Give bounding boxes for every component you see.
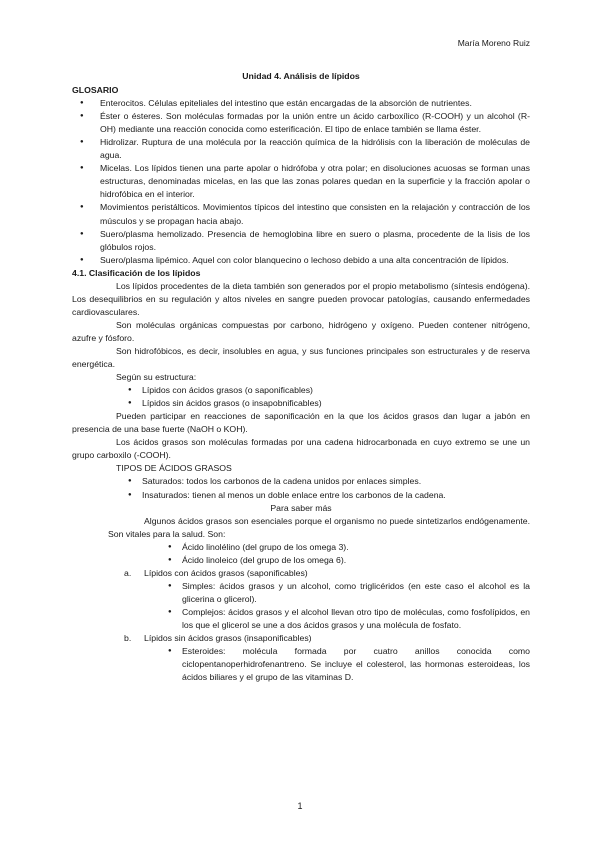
paragraph: Son hidrofóbicos, es decir, insolubles en agua, y sus funciones principales son estructurales y de reserva energética. <box>72 345 530 370</box>
list-item-a <box>72 567 530 580</box>
esenciales-list <box>72 541 530 567</box>
list-item: ● Ácido linoleico (del grupo de los omega 6). <box>72 554 530 567</box>
list-item-title: Lípidos sin ácidos grasos (insaponificables) <box>144 633 312 644</box>
paragraph: Algunos ácidos grasos son esenciales porque el organismo no puede sintetizarlos endógenamente. Son vitales para la salud. Son: <box>108 515 530 539</box>
glosario-item: ● Éster o ésteres. Son moléculas formadas por la unión entre un ácido carboxílico (R-COOH) y un alcohol (R-OH) mediante una reacción conocida como esterificación. El tipo de enlace también se llama éster. <box>72 110 530 136</box>
list-item: ● Ácido linolélino (del grupo de los omega 3). <box>72 541 530 554</box>
glosario-item: ● Suero/plasma lipémico. Aquel con color blanquecino o lechoso debido a una alta concentración de lípidos. <box>72 254 530 267</box>
list-item: ● Insaturados: tienen al menos un doble enlace entre los carbonos de la cadena. <box>72 489 530 502</box>
glosario-item: ● Enterocitos. Células epiteliales del intestino que están encargadas de la absorción de nutrientes. <box>72 97 530 110</box>
insaponificables-list <box>72 645 530 684</box>
ordered-list <box>72 632 530 645</box>
glosario-item: ● Hidrolizar. Ruptura de una molécula por la reacción química de la hidrólisis con la liberación de moléculas de agua. <box>72 136 530 162</box>
document-title: Unidad 4. Análisis de lípidos <box>242 71 360 81</box>
ordered-list <box>72 567 530 580</box>
estructura-list <box>72 384 530 410</box>
paragraph: Pueden participar en reacciones de saponificación en la que los ácidos grasos dan lugar a jabón en presencia de una base fuerte (NaOH o KOH). <box>72 411 530 435</box>
paragraph: Los ácidos grasos son moléculas formadas por una cadena hidrocarbonada en cuyo extremo se une un grupo carboxilo (-COOH). <box>72 437 530 461</box>
list-item: ● Complejos: ácidos grasos y el alcohol llevan otro tipo de moléculas, como fosfolípidos, en los que el glicerol se une a dos ácidos grasos y una molécula de fosfato. <box>72 606 530 632</box>
tipos-list <box>72 475 530 501</box>
paragraph: Son moléculas orgánicas compuestas por carbono, hidrógeno y oxígeno. Pueden contener nitrógeno, azufre y fósforo. <box>72 319 530 343</box>
glosario-item: ● Micelas. Los lípidos tienen una parte apolar o hidrófoba y otra polar; en disoluciones acuosas se forman unas estructuras, denominadas micelas, en las que las zonas polares quedan en la superficie y la fracción apolar o hidrofóbica en el interior. <box>72 162 530 201</box>
list-item: ● Lípidos sin ácidos grasos (o insapobnificables) <box>72 397 530 410</box>
list-item-title: Lípidos con ácidos grasos (saponificables) <box>144 567 308 578</box>
glosario-list <box>72 97 530 267</box>
list-item: ● Saturados: todos los carbonos de la cadena unidos por enlaces simples. <box>72 475 530 488</box>
page-number: 1 <box>297 801 303 811</box>
list-item: ● Esteroides: molécula formada por cuatro anillos conocida como ciclopentanoperhidrofenantreno. Se incluye el colesterol, las hormonas esteroideas, los ácidos biliares y el grupo de las vitaminas D. <box>72 645 530 684</box>
section-heading: 4.1. Clasificación de los lípidos <box>72 267 201 278</box>
list-marker: a. <box>124 567 132 578</box>
paragraph: Según su estructura: <box>116 372 197 383</box>
document-body <box>72 70 530 684</box>
saponificables-list <box>72 580 530 632</box>
glosario-item: ● Movimientos peristálticos. Movimientos típicos del intestino que consisten en la relajación y contracción de los músculos y se propagan hacia abajo. <box>72 201 530 227</box>
author-name: María Moreno Ruiz <box>457 38 530 48</box>
tipos-heading: TIPOS DE ÁCIDOS GRASOS <box>116 463 232 474</box>
list-item-b <box>72 632 530 645</box>
list-item: ● Lípidos con ácidos grasos (o saponificables) <box>72 384 530 397</box>
list-marker: b. <box>124 633 132 644</box>
paragraph: Los lípidos procedentes de la dieta también son generados por el propio metabolismo (síntesis endógena). Los desequilibrios en su regulación y altos niveles en sangre pueden provocar patologías, causando enfermedades cardiovasculares. <box>72 280 530 317</box>
glosario-item: ● Suero/plasma hemolizado. Presencia de hemoglobina libre en suero o plasma, procedente de la lisis de los glóbulos rojos. <box>72 228 530 254</box>
para-saber-heading: Para saber más <box>270 502 332 513</box>
glosario-heading: GLOSARIO <box>72 85 119 96</box>
list-item: ● Simples: ácidos grasos y un alcohol, como triglicéridos (en este caso el alcohol es la glicerina o glicerol). <box>72 580 530 606</box>
